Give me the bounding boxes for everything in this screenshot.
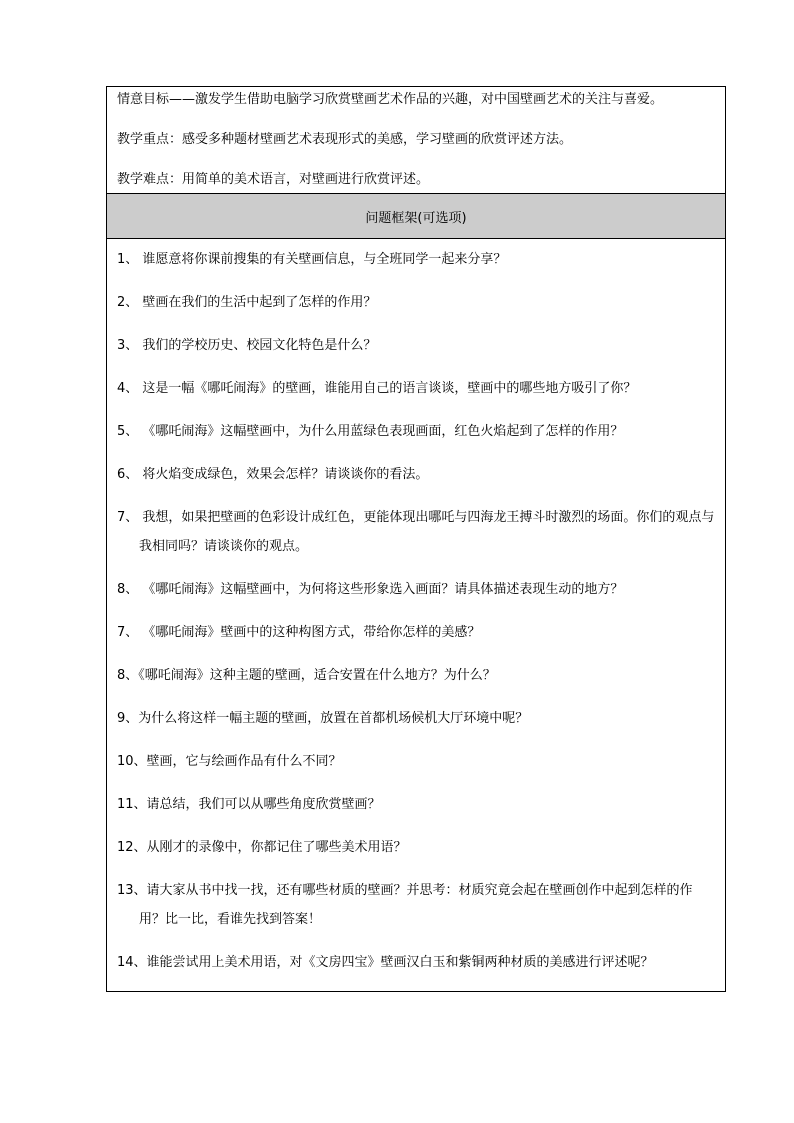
question-item: 1、 谁愿意将你课前搜集的有关壁画信息，与全班同学一起来分享？ (117, 252, 507, 267)
question-item: 8、 《哪吒闹海》这幅壁画中，为何将这些形象选入画面？请具体描述表现生动的地方？ (117, 582, 624, 597)
question-framework-header (107, 194, 725, 239)
emotion-goal-text: 情意目标——激发学生借助电脑学习欣赏壁画艺术作品的兴趣，对中国壁画艺术的关注与喜爱。 (117, 92, 664, 107)
question-item: 9、为什么将这样一幅主题的壁画，放置在首都机场候机大厅环境中呢？ (117, 711, 529, 726)
question-framework-title: 问题框架(可选项) (365, 210, 467, 226)
question-item: 2、 壁画在我们的生活中起到了怎样的作用？ (117, 295, 377, 310)
question-item: 6、 将火焰变成绿色，效果会怎样？请谈谈你的看法。 (117, 467, 429, 482)
question-list (107, 239, 725, 991)
difficulty-text: 教学难点：用简单的美术语言，对壁画进行欣赏评述。 (117, 172, 430, 187)
key-point-text: 教学重点：感受多种题材壁画艺术表现形式的美感，学习壁画的欣赏评述方法。 (117, 132, 573, 147)
question-item: 13、请大家从书中找一找，还有哪些材质的壁画？并思考：材质究竟会起在壁画创作中起到怎样的作用？比一比，看谁先找到答案！ (117, 883, 693, 927)
question-item: 10、壁画，它与绘画作品有什么不同？ (117, 754, 342, 769)
question-item: 5、 《哪吒闹海》这幅壁画中，为什么用蓝绿色表现画面，红色火焰起到了怎样的作用？ (117, 424, 624, 439)
question-item: 11、请总结，我们可以从哪些角度欣赏壁画？ (117, 797, 381, 812)
question-item: 14、谁能尝试用上美术用语，对《文房四宝》壁画汉白玉和紫铜两种材质的美感进行评述呢？ (117, 955, 654, 970)
teaching-goals-cell (107, 87, 725, 194)
question-item: 12、从刚才的录像中，你都记住了哪些美术用语？ (117, 840, 407, 855)
question-item: 7、 我想，如果把壁画的色彩设计成红色，更能体现出哪吒与四海龙王搏斗时激烈的场面。你们的观点与我相同吗？请谈谈你的观点。 (117, 510, 715, 554)
question-item: 8、《哪吒闹海》这种主题的壁画，适合安置在什么地方？为什么？ (117, 668, 496, 683)
question-item: 4、 这是一幅《哪吒闹海》的壁画，谁能用自己的语言谈谈，壁画中的哪些地方吸引了你？ (117, 381, 637, 396)
lesson-plan-table (106, 86, 726, 992)
question-item: 3、 我们的学校历史、校园文化特色是什么？ (117, 338, 377, 353)
question-item: 7、 《哪吒闹海》壁画中的这种构图方式，带给你怎样的美感？ (117, 625, 481, 640)
